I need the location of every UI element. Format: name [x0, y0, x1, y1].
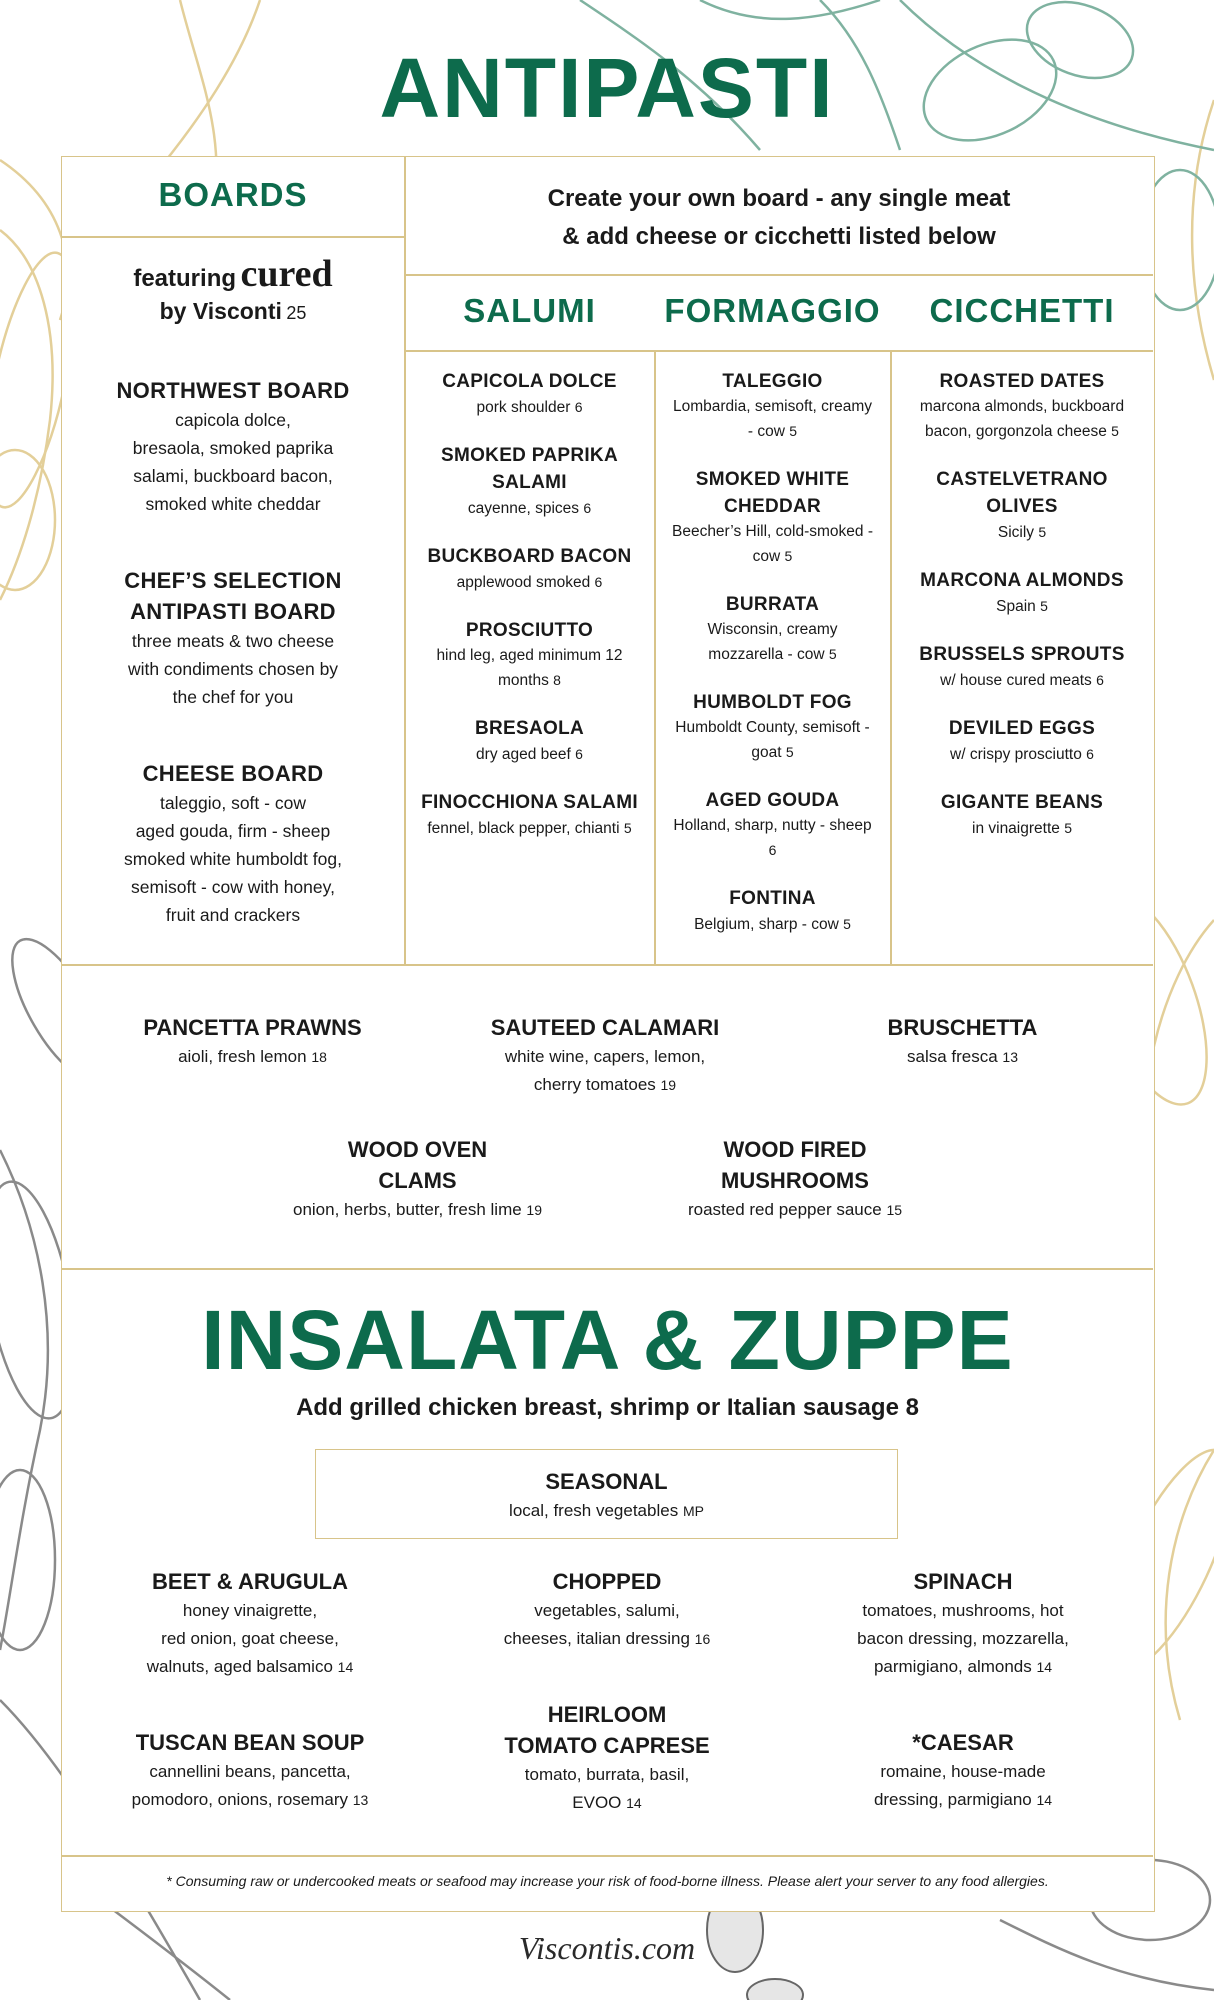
item-desc-text: bacon dressing, mozzarella, [857, 1629, 1069, 1648]
formaggio-list [670, 368, 875, 959]
item-desc [440, 1071, 770, 1099]
item-desc-text: Holland, sharp, nutty - sheep [673, 817, 872, 834]
item-desc [803, 1653, 1123, 1681]
list-item [420, 442, 639, 521]
item-desc-text: red onion, goat cheese, [161, 1629, 339, 1648]
board-desc-line: with condiments chosen by [127, 659, 339, 679]
item-price: 6 [574, 399, 583, 415]
item-desc [670, 618, 875, 667]
item-desc [316, 1497, 897, 1525]
board-desc-line: the chef for you [172, 687, 294, 707]
list-item [670, 591, 875, 667]
item-desc-text: roasted red pepper sauce [687, 1200, 882, 1219]
item-price: 6 [575, 746, 583, 762]
list-item [670, 368, 875, 444]
board-desc-line: salami, buckboard bacon, [133, 466, 333, 486]
item-price: 19 [526, 1202, 542, 1218]
item-desc [906, 668, 1138, 693]
item-name-line2: CLAMS [378, 1168, 457, 1193]
item-desc-text: dressing, parmigiano [873, 1790, 1032, 1809]
board-desc-line: fruit and crackers [165, 905, 301, 925]
viscontis-logo: Viscontis.com [518, 1930, 696, 1966]
item-desc-text: Lombardia, semisoft, creamy - cow [673, 398, 872, 440]
item-price: 14 [337, 1659, 354, 1675]
seasonal-box [315, 1449, 898, 1539]
item-desc [420, 644, 639, 693]
insalata-title: INSALATA & ZUPPE [201, 1293, 1014, 1387]
item-desc [906, 395, 1138, 444]
list-item [420, 789, 639, 841]
item-desc [803, 1786, 1123, 1814]
item-desc-text: hind leg, aged minimum 12 months [436, 647, 623, 689]
list-item [420, 543, 639, 595]
menu-item-sauteed-calamari [440, 1012, 770, 1099]
item-desc [670, 520, 875, 569]
item-price: 5 [1111, 423, 1119, 439]
divider-create-board [405, 274, 1153, 276]
item-price: 18 [311, 1049, 327, 1065]
item-name: BEET & ARUGULA [152, 1569, 348, 1594]
item-name: AGED GOUDA [705, 790, 840, 811]
divider-boards-heading [62, 236, 404, 238]
item-desc-text: salsa fresca [906, 1047, 998, 1066]
item-desc-text: cheeses, italian dressing [503, 1629, 690, 1648]
item-desc-text: w/ house cured meats [940, 672, 1092, 689]
list-item [906, 715, 1138, 767]
board-name: NORTHWEST BOARD [116, 378, 350, 403]
item-price: 5 [784, 548, 793, 564]
item-price: 5 [1040, 598, 1048, 614]
item-name: BRESAOLA [474, 718, 584, 739]
item-desc-text: w/ crispy prosciutto [950, 746, 1082, 763]
divider-vertical-formaggio [890, 350, 892, 964]
divider-vertical-boards [404, 157, 406, 964]
item-desc-text: applewood smoked [456, 574, 591, 591]
item-price: 19 [660, 1077, 677, 1093]
item-price: 14 [1036, 1792, 1053, 1808]
list-item [906, 368, 1138, 444]
item-name: TUSCAN BEAN SOUP [135, 1730, 365, 1755]
item-desc [447, 1625, 767, 1653]
board-name-line2: ANTIPASTI BOARD [130, 599, 336, 624]
divider-hot-items [62, 1268, 1153, 1270]
board-desc-line: smoked white humboldt fog, [124, 849, 342, 869]
item-price: 5 [843, 916, 851, 932]
menu-item-wood-fired-mushrooms [630, 1134, 960, 1224]
item-name: SPINACH [913, 1569, 1013, 1594]
item-name: FONTINA [729, 888, 816, 909]
list-item [906, 466, 1138, 545]
item-desc [250, 1196, 585, 1224]
create-your-own-note [405, 180, 1153, 256]
menu-item-beet-arugula [90, 1566, 410, 1681]
item-desc [420, 496, 639, 521]
item-name: CHOPPED [552, 1569, 662, 1594]
item-desc-text: romaine, house-made [880, 1762, 1046, 1781]
board-item-cheese [62, 758, 404, 929]
list-item [670, 689, 875, 765]
by-visconti-price: 25 [286, 303, 307, 323]
item-name: SMOKED WHITE CHEDDAR [695, 469, 850, 517]
item-desc [420, 395, 639, 420]
item-desc [420, 570, 639, 595]
featuring-word: featuring [133, 265, 237, 292]
item-name: SMOKED PAPRIKA SALAMI [441, 445, 618, 493]
item-desc-text: cherry tomatoes [533, 1075, 656, 1094]
item-desc-text: pomodoro, onions, rosemary [131, 1790, 349, 1809]
item-price: 14 [1036, 1659, 1053, 1675]
item-desc-text: in vinaigrette [972, 820, 1060, 837]
item-name: BUCKBOARD BACON [427, 546, 632, 567]
item-name: GIGANTE BEANS [940, 792, 1104, 813]
item-desc [447, 1789, 767, 1817]
list-item [906, 641, 1138, 693]
item-desc-text: marcona almonds, buckboard bacon, gorgonzola cheese [919, 398, 1125, 440]
item-name: CASTELVETRANO OLIVES [936, 469, 1108, 517]
item-name: HUMBOLDT FOG [693, 692, 852, 713]
item-name: WOOD FIRED [723, 1137, 867, 1162]
list-item [670, 466, 875, 569]
cicchetti-list [906, 368, 1138, 863]
create-line-2: & add cheese or cicchetti listed below [562, 223, 996, 250]
item-desc-text: white wine, capers, lemon, [504, 1047, 706, 1066]
item-desc [906, 520, 1138, 545]
item-desc [906, 742, 1138, 767]
item-desc [90, 1786, 410, 1814]
item-desc-text: Belgium, sharp - cow [694, 916, 839, 933]
item-name-line2: TOMATO CAPRESE [504, 1733, 710, 1758]
list-item [420, 617, 639, 693]
board-desc-line: three meats & two cheese [131, 631, 335, 651]
menu-item-caesar [803, 1727, 1123, 1814]
item-name: SEASONAL [545, 1469, 668, 1494]
boards-heading: BOARDS [158, 176, 308, 213]
insalata-subtitle: Add grilled chicken breast, shrimp or Italian sausage 8 [296, 1394, 919, 1421]
item-desc-text: pork shoulder [476, 399, 571, 416]
item-desc [670, 716, 875, 765]
featuring-cured-line [62, 252, 404, 296]
item-desc [420, 816, 639, 841]
list-item [670, 787, 875, 863]
board-desc-line: bresaola, smoked paprika [132, 438, 334, 458]
list-item [420, 715, 639, 767]
item-name: ROASTED DATES [939, 371, 1105, 392]
board-desc-line: smoked white cheddar [145, 494, 321, 514]
menu-item-chopped [447, 1566, 767, 1653]
by-visconti-line [62, 298, 404, 325]
item-desc-text: onion, herbs, butter, fresh lime [293, 1200, 522, 1219]
item-desc-text: parmigiano, almonds [873, 1657, 1032, 1676]
board-item-northwest [62, 375, 404, 518]
cured-logo-word: cured [240, 253, 333, 295]
item-price: 14 [626, 1795, 642, 1811]
item-price: 6 [1086, 746, 1094, 762]
menu-item-spinach [803, 1566, 1123, 1681]
item-desc [906, 594, 1138, 619]
item-name: CAPICOLA DOLCE [442, 371, 617, 392]
item-desc-text: Humboldt County, semisoft - goat [675, 719, 870, 761]
menu-item-pancetta-prawns [100, 1012, 405, 1071]
list-item [420, 368, 639, 420]
item-name: PANCETTA PRAWNS [143, 1015, 362, 1040]
board-name: CHEESE BOARD [142, 761, 324, 786]
list-item [670, 885, 875, 937]
item-desc-text: vegetables, salumi, [534, 1601, 680, 1620]
item-desc-text: fennel, black pepper, chianti [427, 820, 620, 837]
item-desc-text: tomato, burrata, basil, [524, 1765, 690, 1784]
divider-vertical-salumi [654, 350, 656, 964]
create-line-1: Create your own board - any single meat [547, 185, 1011, 212]
item-price: MP [682, 1503, 704, 1519]
item-name: HEIRLOOM [547, 1702, 667, 1727]
item-price: 5 [828, 646, 837, 662]
item-desc-text: Sicily [997, 524, 1035, 541]
item-name: SAUTEED CALAMARI [490, 1015, 720, 1040]
formaggio-heading: FORMAGGIO [664, 292, 881, 329]
allergy-note: * Consuming raw or undercooked meats or seafood may increase your risk of food-borne illness. Please alert your server to any food allergies. [166, 1873, 1049, 1889]
board-desc-line: semisoft - cow with honey, [131, 877, 335, 897]
item-desc [100, 1043, 405, 1071]
item-desc [670, 814, 875, 863]
board-desc-line: capicola dolce, [175, 410, 291, 430]
item-desc-text: aioli, fresh lemon [178, 1047, 307, 1066]
item-price: 6 [1096, 672, 1104, 688]
item-desc-text: local, fresh vegetables [509, 1501, 679, 1520]
item-desc-text: tomatoes, mushrooms, hot [862, 1601, 1064, 1620]
item-name: BRUSSELS SPROUTS [919, 644, 1125, 665]
item-desc [670, 395, 875, 444]
item-price: 6 [768, 842, 777, 858]
menu-item-tuscan-bean-soup [90, 1727, 410, 1814]
item-desc [810, 1043, 1115, 1071]
item-name: *CAESAR [912, 1730, 1014, 1755]
item-name: MARCONA ALMONDS [920, 570, 1124, 591]
item-desc-text: Spain [996, 598, 1036, 615]
menu-item-heirloom-caprese [447, 1699, 767, 1817]
item-price: 13 [352, 1792, 369, 1808]
item-name-line2: MUSHROOMS [721, 1168, 869, 1193]
menu-item-bruschetta [810, 1012, 1115, 1071]
item-desc [420, 742, 639, 767]
list-item [906, 567, 1138, 619]
item-price: 6 [583, 500, 592, 516]
item-price: 15 [886, 1202, 903, 1218]
item-price: 5 [1064, 820, 1072, 836]
board-name: CHEF’S SELECTION [124, 568, 342, 593]
item-name: TALEGGIO [722, 371, 823, 392]
item-price: 5 [1038, 524, 1047, 540]
item-price: 13 [1002, 1049, 1018, 1065]
item-desc-text: walnuts, aged balsamico [146, 1657, 333, 1676]
item-price: 5 [789, 423, 798, 439]
board-desc-line: aged gouda, firm - sheep [135, 821, 331, 841]
divider-column-headings [405, 350, 1153, 352]
item-name: BRUSCHETTA [887, 1015, 1038, 1040]
item-price: 5 [623, 820, 632, 836]
list-item [906, 789, 1138, 841]
item-desc-text: dry aged beef [476, 746, 571, 763]
item-desc-text: cannellini beans, pancetta, [149, 1762, 351, 1781]
cicchetti-heading: CICCHETTI [929, 292, 1115, 329]
salumi-list [420, 368, 639, 863]
item-name: FINOCCHIONA SALAMI [421, 792, 638, 813]
item-name: BURRATA [725, 594, 820, 615]
divider-boards-section [62, 964, 1153, 966]
item-price: 6 [594, 574, 603, 590]
board-item-chefs-selection [62, 565, 404, 711]
item-desc-text: cayenne, spices [467, 500, 580, 517]
item-price: 16 [694, 1631, 711, 1647]
menu-item-wood-oven-clams [250, 1134, 585, 1224]
by-visconti-text: by Visconti [159, 298, 282, 324]
salumi-heading: SALUMI [463, 292, 596, 329]
item-desc [670, 912, 875, 937]
item-desc [90, 1653, 410, 1681]
item-desc-text: Beecher’s Hill, cold-smoked - cow [671, 523, 873, 565]
item-desc [906, 816, 1138, 841]
item-desc-text: EVOO [572, 1793, 622, 1812]
antipasti-title: ANTIPASTI [379, 41, 835, 135]
item-desc-text: Wisconsin, creamy mozzarella - cow [707, 621, 838, 663]
item-desc [630, 1196, 960, 1224]
item-desc-text: honey vinaigrette, [182, 1601, 318, 1620]
board-desc-line: taleggio, soft - cow [160, 793, 306, 813]
item-price: 8 [553, 672, 561, 688]
item-name: DEVILED EGGS [948, 718, 1096, 739]
divider-footer [62, 1855, 1153, 1857]
item-name: PROSCIUTTO [465, 620, 594, 641]
item-name: WOOD OVEN [347, 1137, 488, 1162]
item-price: 5 [785, 744, 794, 760]
